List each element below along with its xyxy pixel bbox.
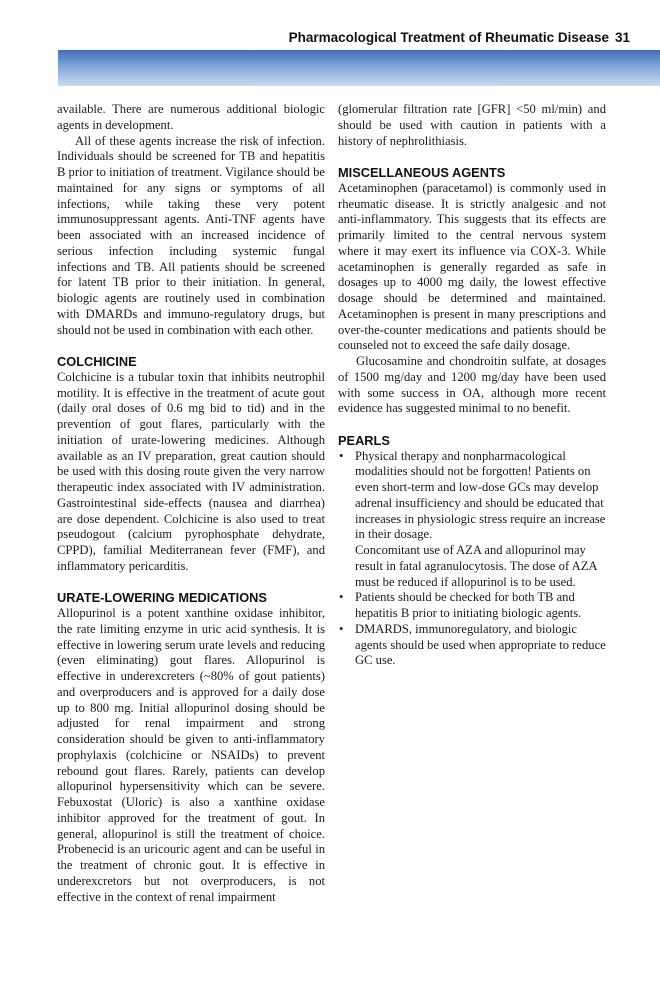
body-paragraph: Colchicine is a tubular toxin that inhibits neutrophil motility. It is effective in the treatment of acute gout (daily oral doses of 0.6 mg bid to tid) and in the prevention of gout flares, particularly with the initiation of urate-lowering medicines. Although available as an IV preparation, great caution should be used with this dosing route given the very narrow therapeutic index associated with IV administration. Gastrointestinal side-effects (nausea and diarrhea) are dose dependent. Colchicine is also used to treat pseudogout (calcium pyrophosphate dehydrate, CPPD), familial Mediterranean fever (FMF), and inflammatory pericarditis. <box>57 369 325 573</box>
section-heading-miscellaneous: MISCELLANEOUS AGENTS <box>338 165 506 180</box>
bullet-icon: • <box>339 590 344 605</box>
body-paragraph: Glucosamine and chondroitin sulfate, at dosages of 1500 mg/day and 1200 mg/day have been used with some success in OA, although more recent evidence has suggested minimal to no benefit. <box>338 354 606 416</box>
pearl-item <box>338 590 606 622</box>
bullet-icon: • <box>339 448 344 463</box>
body-paragraph: (glomerular filtration rate [GFR] <50 ml/min) and should be used with caution in patients with a history of nephrolithiasis. <box>338 102 606 148</box>
pearl-item <box>338 622 606 669</box>
header-color-band <box>58 50 660 86</box>
right-column <box>338 102 606 669</box>
body-paragraph: available. There are numerous additional biologic agents in development. <box>57 102 325 132</box>
left-column <box>57 102 325 905</box>
body-paragraph: Acetaminophen (paracetamol) is commonly used in rheumatic disease. It is strictly analgesic and not anti-inflammatory. This suggests that its effects are primarily limited to the central nervous system where it may exert its influence via COX-3. While acetaminophen is generally regarded as safe in dosages up to 4000 mg daily, the lowest effective dosage should be determined and maintained. Acetaminophen is present in many prescriptions and over-the-counter medications and patients should be counseled not to exceed the safe daily dosage. <box>338 180 606 353</box>
running-header <box>289 30 630 45</box>
pearls-list <box>338 449 606 670</box>
pearl-text: Patients should be checked for both TB and hepatitis B prior to initiating biologic agents. <box>355 590 582 620</box>
section-spacer <box>57 575 325 591</box>
section-spacer <box>57 338 325 354</box>
bullet-icon: • <box>339 621 344 636</box>
body-paragraph: Allopurinol is a potent xanthine oxidase inhibitor, the rate limiting enzyme in uric acid synthesis. It is effective in lowering serum urate levels and reducing (even eliminating) gout flares. Allopurinol is effective in underexcreters (~80% of gout patients) and overproducers and is approved for a daily dose up to 800 mg. Initial allopurinol dosing should be adjusted for renal impairment and strong consideration should be given to anti-inflammatory prophylaxis (colchicine or NSAIDs) to prevent rebound gout flares. Rarely, patients can develop allopurinol hypersensitivity which can be severe. Febuxostat (Uloric) is also a xanthine oxidase inhibitor approved for the treatment of gout. In general, allopurinol is still the treatment of choice. Probenecid is an uricouric agent and can be useful in the treatment of chronic gout. It is effective in underexcretors but not overproducers, is not effective in the context of renal impairment <box>57 606 325 904</box>
section-heading-urate-lowering: URATE-LOWERING MEDICATIONS <box>57 590 267 606</box>
page-number: 31 <box>614 30 630 45</box>
body-paragraph: All of these agents increase the risk of infection. Individuals should be screened for TB and hepatitis B prior to initiation of treatment. Vigilance should be maintained for any signs or symptoms of all infections, while taking these very potent immunosuppressant agents. Anti-TNF agents have been associated with an increased incidence of serious infection including systemic fungal infections and TB. All patients should be screened for latent TB prior to their initiation. In general, biologic agents are routinely used in combination with DMARDs and immuno-regulatory drugs, but should not be used in combination with each other. <box>57 133 325 337</box>
section-spacer <box>338 149 606 165</box>
section-spacer <box>338 417 606 433</box>
pearl-text: Physical therapy and nonpharmacological modalities should not be forgotten! Patients on even short-term and low-dose GCs may develop adrenal insufficiency and should be educated that increases in physiologic stress require an increase in their dosage. <box>355 448 606 542</box>
running-title: Pharmacological Treatment of Rheumatic Disease <box>288 30 609 45</box>
pearl-text: DMARDS, immunoregulatory, and biologic agents should be used when appropriate to reduce GC use. <box>355 621 606 668</box>
pearl-item <box>338 449 606 591</box>
pearl-subtext: Concomitant use of AZA and allopurinol may result in fatal agranulocytosis. The dose of AZA must be reduced if allopurinol is to be used. <box>355 543 597 589</box>
section-heading-pearls: PEARLS <box>338 432 390 448</box>
section-heading-colchicine: COLCHICINE <box>57 354 137 369</box>
